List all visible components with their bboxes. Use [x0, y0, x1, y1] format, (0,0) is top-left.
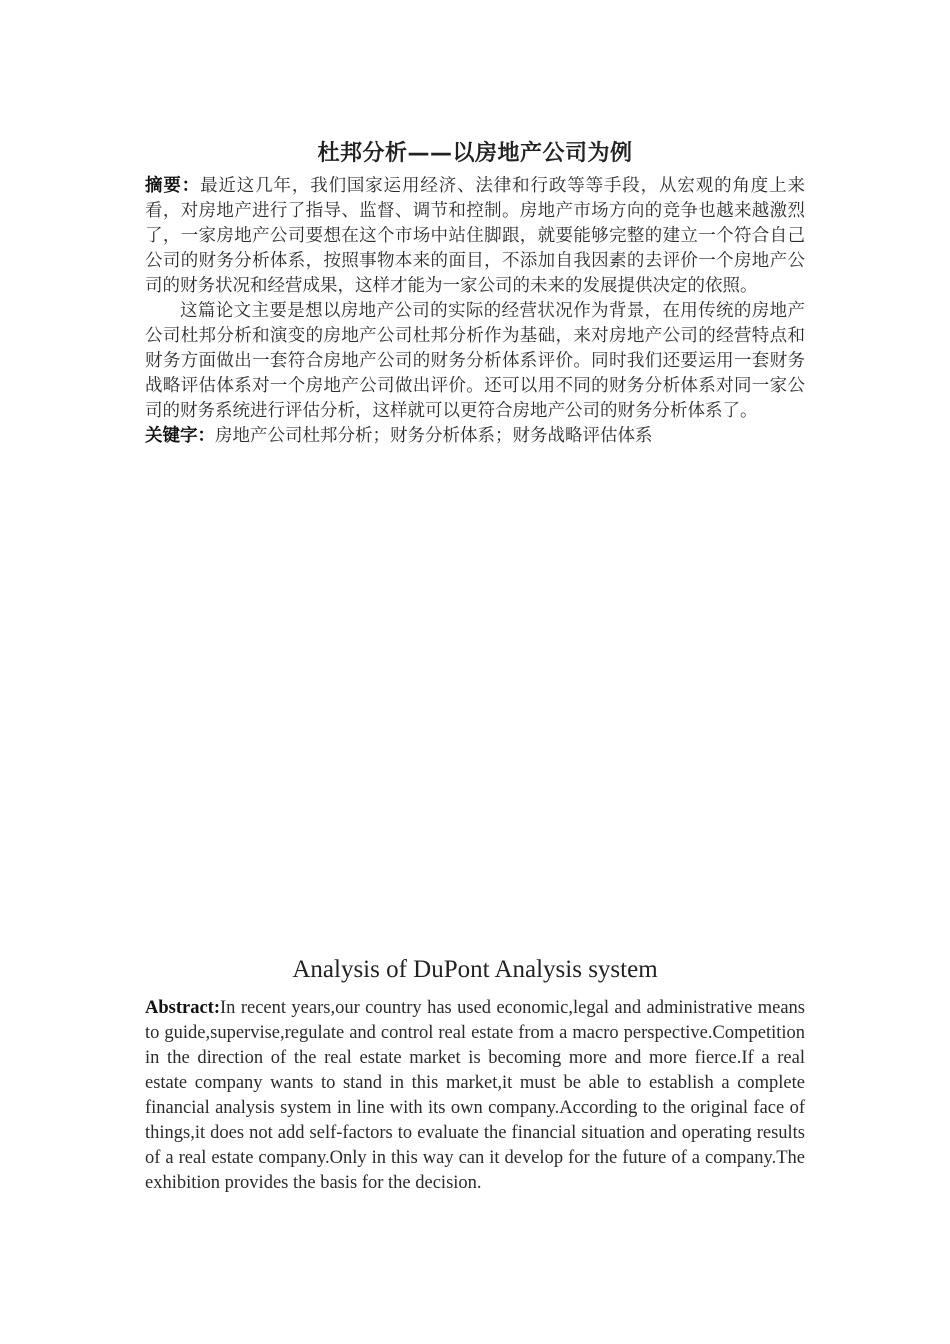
chinese-title: 杜邦分析——以房地产公司为例: [317, 141, 633, 166]
chinese-abstract-paragraph-1: [145, 174, 805, 299]
english-abstract: [145, 996, 805, 1196]
chinese-abstract-text-1: 最近这几年，我们国家运用经济、法律和行政等等手段，从宏观的角度上来看，对房地产进行了指导、监督、调节和控制。房地产市场方向的竞争也越来越激烈了，一家房地产公司要想在这个市场中站住脚跟，就要能够完整的建立一个符合自己公司的财务分析体系，按照事物本来的面目，不添加自我因素的去评价一个房地产公司的财务状况和经营成果，这样才能为一家公司的未来的发展提供决定的依照。: [145, 176, 806, 296]
chinese-keywords: [145, 424, 805, 449]
chinese-abstract-paragraph-2: 这篇论文主要是想以房地产公司的实际的经营状况作为背景，在用传统的房地产公司杜邦分析和演变的房地产公司杜邦分析作为基础，来对房地产公司的经营特点和财务方面做出一套符合房地产公司的财务分析体系评价。同时我们还要运用一套财务战略评估体系对一个房地产公司做出评价。还可以用不同的财务分析体系对同一家公司的财务系统进行评估分析，这样就可以更符合房地产公司的财务分析体系了。: [145, 301, 805, 421]
chinese-abstract: [145, 174, 805, 449]
english-title: Analysis of DuPont Analysis system: [292, 956, 658, 983]
chinese-abstract-label: 摘要：: [145, 176, 201, 196]
chinese-keywords-text: 房地产公司杜邦分析；财务分析体系；财务战略评估体系: [215, 426, 653, 446]
english-abstract-label: Abstract:: [145, 998, 221, 1018]
english-abstract-text: In recent years,our country has used economic,legal and administrative means to guide,supervise,regulate and control real estate from a macro perspective.Competition in the direction of the real estate market is becoming more and more fierce.If a real estate company wants to stand in this market,it must be able to establish a complete financial analysis system in line with its own company.According to the original face of things,it does not add self-factors to evaluate the financial situation and operating results of a real estate company.Only in this way can it develop for the future of a company.The exhibition provides the basis for the decision.: [145, 998, 805, 1193]
english-abstract-paragraph: [145, 996, 805, 1196]
chinese-keywords-label: 关键字：: [145, 426, 215, 446]
